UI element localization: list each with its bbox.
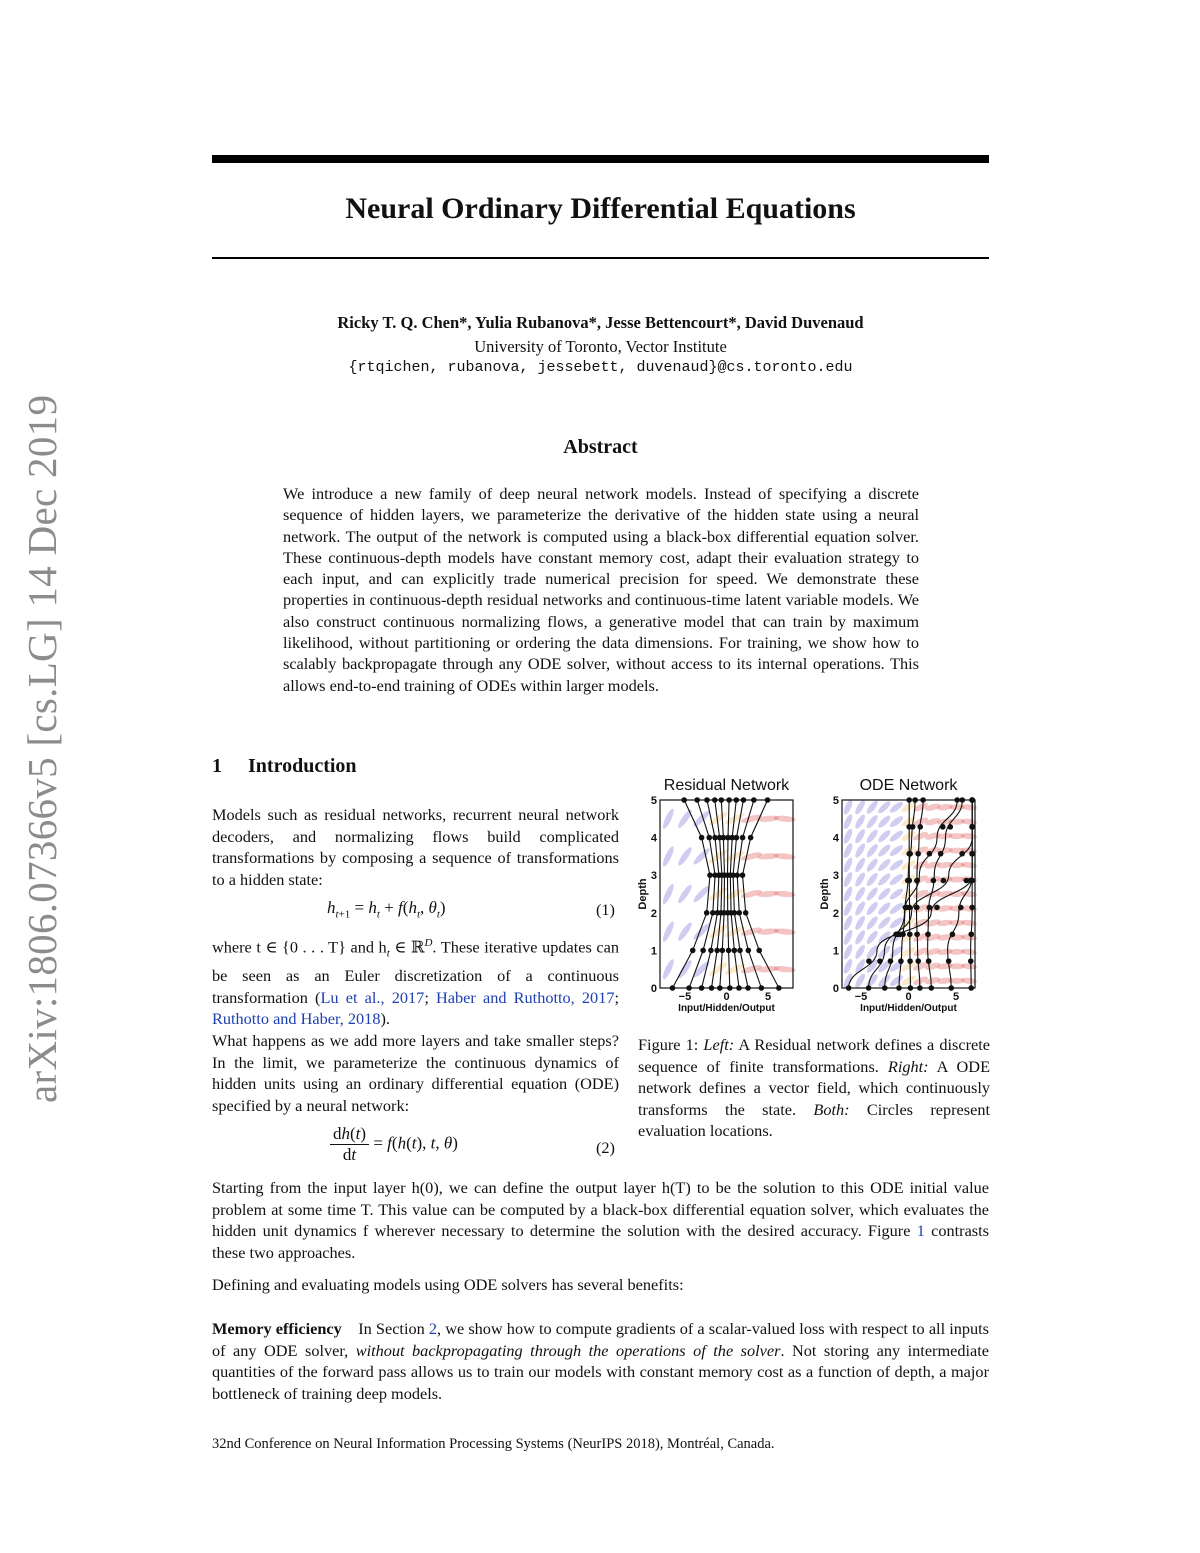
section-ref-2[interactable]: 2 [428,1319,438,1338]
field-arrow [842,900,854,917]
figure-ref-1[interactable]: 1 [916,1221,925,1241]
evaluation-point [940,824,946,830]
paper-title: Neural Ordinary Differential Equations [345,192,856,225]
evaluation-point [915,851,921,857]
evaluation-point [926,958,932,964]
field-arrow [888,829,904,843]
field-arrow [865,900,880,916]
evaluation-point [941,878,947,884]
field-arrow [877,901,893,916]
evaluation-point [737,948,743,954]
y-axis-label: Depth [819,878,831,910]
email: {rtqichen, rubanova, jessebett, duvenaud}@cs.toronto.edu [348,359,853,376]
intro-paragraph-3: What happens as we add more layers and take smaller steps? In the limit, we parameterize the continuous dynamics of hidden units using an ordinary differential equation (ODE) specified by a neural network: [212,1031,619,1115]
evaluation-point [959,851,965,857]
field-arrow [842,857,854,874]
caption-left-label: Left: [703,1035,735,1054]
field-arrow [842,929,854,946]
evaluation-point [931,878,937,884]
field-arrow [853,828,866,845]
evaluation-point [720,948,726,954]
field-arrow [676,808,694,829]
evaluation-point [969,905,975,911]
field-arrow [888,901,904,915]
mem-part-b: , we show how to compute gradients of a scalar-valued loss with respect to all inputs of any ODE solver, [212,1319,990,1360]
section-title: Introduction [248,755,357,777]
field-arrow [661,958,676,980]
field-arrow [842,828,854,845]
field-arrow [865,886,880,902]
intro-p4-part-a: Starting from the input layer h(0), we can define the output layer h(T) to be the solution to this ODE initial value problem at some time T. This value can be computed by a black-box differential equation solver, which evaluates the hidden unit dynamics f wherever necessary to determine the solution with the desired accuracy. Figure [212,1178,989,1241]
field-arrow [661,920,676,942]
field-arrow [865,828,880,844]
evaluation-point [925,931,931,937]
ode-network-plot [819,777,977,1014]
evaluation-point [926,905,932,911]
field-arrow [661,883,676,905]
mem-part-a: In Section [358,1319,429,1338]
evaluation-point [969,851,975,857]
field-arrow [842,799,854,816]
field-arrow [853,886,866,903]
mem-part-c: . Not storing any intermediate quantities of the forward pass allows us to train our models with constant memory cost as a function of depth, a major bottleneck of training deep models. [212,1340,989,1403]
abstract-text: We introduce a new family of deep neural network models. Instead of specifying a discrete sequence of hidden layers, we parameterize the derivative of the hidden state using a neural network. The output of the network is computed using a black-box differential equation solver. These continuous-depth models have constant memory cost, adapt their evaluation strategy to each input, and can explicitly trade numerical precision for speed. We demonstrate these properties in continuous-depth residual networks and continuous-time latent variable models. We also construct continuous normalizing flows, a generative model that can train by maximum likelihood, without partitioning or ordering the data dimensions. For training, we show how to scalably backpropagate through any ODE solver, without access to its internal operations. This allows end-to-end training of ODEs within larger models. [283,484,919,695]
field-arrow [707,960,728,978]
y-tick-label: 5 [832,795,839,807]
evaluation-point [740,872,746,878]
memory-efficiency-heading: Memory efficiency [212,1319,342,1338]
field-arrow [877,857,893,872]
field-arrow [853,799,866,816]
field-arrow [865,915,880,931]
field-arrow [853,929,866,946]
y-tick-label: 5 [650,795,657,807]
x-tick-label: 0 [905,991,912,1003]
field-arrow [676,846,694,867]
evaluation-point [736,910,742,916]
intro-p2-part-a: where t ∈ {0 . . . T} and h [212,937,387,957]
residual-network-plot [637,777,796,1014]
caption-figure-label: Figure 1: [638,1035,704,1054]
equation-2: $\frac{dh(t)}{dt}$ = f(h(t), t, θ) [330,1124,458,1165]
evaluation-point [690,948,696,954]
caption-both-label: Both: [813,1099,850,1119]
evaluation-point [700,948,706,954]
evaluation-point [969,878,975,884]
evaluation-point [898,958,904,964]
evaluation-point [914,905,920,911]
evaluation-point [958,905,964,911]
y-tick-label: 3 [832,870,839,883]
field-arrow [877,828,893,843]
x-axis-label: Input/Hidden/Output [678,1003,775,1014]
evaluation-point [947,824,953,830]
affiliation: University of Toronto, Vector Institute [474,337,727,356]
evaluation-point [915,958,921,964]
field-arrow [842,943,854,960]
field-arrow [853,842,866,859]
equation-1-number: (1) [596,900,615,919]
y-tick-label: 2 [650,907,657,920]
field-arrow [877,915,893,930]
evaluation-point [707,872,713,878]
evaluation-point [895,931,901,937]
field-arrow [865,857,880,873]
y-tick-label: 0 [832,983,839,995]
caption-left-text: A Residual network defines a discrete sequence of finite transformations. [638,1035,991,1076]
evaluation-point [740,835,746,841]
intro-p2-part-b: ∈ ℝ [389,937,425,957]
field-arrow [888,800,904,814]
evaluation-point [968,958,974,964]
field-arrow [676,921,694,942]
field-arrow [877,886,893,901]
field-arrow [707,848,728,866]
evaluation-point [734,835,740,841]
field-arrow [853,943,866,960]
field-arrow [877,843,893,858]
evaluation-point [968,931,974,937]
x-tick-label: −5 [854,991,868,1003]
intro-p2-part-c: . These iterative updates can be seen as an Euler discretization of a continuous transformation ( [212,937,619,1007]
evaluation-point [866,958,872,964]
field-arrow [661,808,676,830]
field-arrow [888,858,904,872]
field-arrow [842,914,854,931]
intro-p4-part-b: contrasts these two approaches. [212,1221,989,1262]
evaluation-point [714,948,720,954]
field-arrow [865,814,880,830]
x-tick-label: 5 [765,991,772,1003]
caption-right-label: Right: [887,1056,929,1076]
field-arrow [842,842,854,859]
y-tick-label: 0 [650,983,657,995]
citation-haber[interactable]: Haber and Ruthotto, 2017 [436,987,615,1007]
field-arrow [877,799,893,814]
evaluation-point [743,910,749,916]
authors: Ricky T. Q. Chen*, Yulia Rubanova*, Jesse Bettencourt*, David Duvenaud [337,313,864,332]
equation-2-number: (2) [596,1138,615,1157]
evaluation-point [748,835,754,841]
citation-lu[interactable]: Lu et al., 2017 [320,987,425,1007]
evaluation-point [914,878,920,884]
y-tick-label: 4 [650,832,657,845]
field-arrow [865,871,880,887]
evaluation-point [927,851,933,857]
evaluation-point [969,824,975,830]
evaluation-point [907,905,913,911]
field-arrow [888,887,904,901]
section-heading-introduction [212,755,357,778]
x-tick-label: −5 [678,991,692,1003]
field-arrow [853,915,866,932]
evaluation-point [907,958,913,964]
evaluation-point [726,948,732,954]
y-tick-label: 1 [832,945,839,958]
evaluation-point [907,931,913,937]
section-number: 1 [212,755,222,777]
caption-right-text: A ODE network defines a vector field, which continuously transforms the state. [638,1056,991,1119]
evaluation-point [731,948,737,954]
conference-footnote: 32nd Conference on Neural Information Processing Systems (NeurIPS 2018), Montréal, Canada. [212,1436,775,1452]
plot-title: Residual Network [663,777,790,794]
field-arrow [888,974,904,988]
evaluation-point [888,958,894,964]
field-arrow [842,813,854,830]
field-arrow [865,842,880,858]
evaluation-point [907,878,913,884]
evaluation-point [938,851,944,857]
field-arrow [877,814,893,829]
title-rule-bottom [212,257,989,259]
y-tick-label: 1 [650,945,657,958]
intro-paragraph-1: Models such as residual networks, recurrent neural network decoders, and normalizing flows build complicated transformations by composing a sequence of transformations to a hidden state: [212,805,619,889]
field-arrow [865,929,880,945]
x-tick-label: 5 [952,991,960,1003]
evaluation-point [917,824,923,830]
evaluation-point [734,872,740,878]
field-arrow [853,958,866,975]
evaluation-point [704,910,710,916]
field-arrow [842,885,854,902]
citation-ruthotto[interactable]: Ruthotto and Haber, 2018 [212,1009,381,1029]
evaluation-point [934,905,940,911]
abstract-heading: Abstract [563,436,638,458]
evaluation-point [946,958,952,964]
field-arrow [692,847,712,867]
field-arrow [888,814,904,828]
field-arrow [842,871,854,888]
evaluation-point [708,948,714,954]
field-arrow [661,845,676,867]
evaluation-point [732,910,738,916]
intro-paragraph-5: Defining and evaluating models using ODE solvers has several benefits: [212,1275,684,1294]
x-axis-label: Input/Hidden/Output [860,1003,957,1014]
field-arrow [842,958,854,975]
arxiv-identifier: arXiv:1806.07366v5 [cs.LG] 14 Dec 2019 [19,394,65,1103]
figure-1 [630,770,995,1020]
evaluation-point [950,931,956,937]
evaluation-point [906,851,912,857]
plot-title: ODE Network [859,777,958,794]
y-axis-label: Depth [637,878,649,910]
title-rule-top [212,155,989,163]
mem-italic: without backpropagating through the operations of the solver [355,1340,781,1360]
caption-both-text: Circles represent evaluation locations. [638,1099,991,1141]
equation-1: $h_{t+1} = h_t + f(h_t$, $\theta_t$) [327,898,446,921]
field-arrow [853,900,866,917]
evaluation-point [914,931,920,937]
evaluation-point [900,931,906,937]
field-arrow [877,872,893,887]
evaluation-point [746,948,752,954]
field-arrow [853,871,866,888]
field-arrow [853,857,866,874]
x-tick-label: 0 [723,991,730,1003]
memory-efficiency-paragraph [212,1318,989,1404]
intro-paragraph-2: where t ∈ {0 . . . T} and $h_t$ ∈ ℝ$^D$. These iterative updates can be seen as an Euler discretization of a continuous transformation (Lu et al., 2017; Haber and Ruthotto, 2017; Ruthotto and Haber, 2018). [212,937,620,1029]
y-tick-label: 3 [650,870,657,883]
intro-paragraph-4 [212,1177,989,1263]
evaluation-point [906,824,912,830]
field-arrow [888,843,904,857]
y-tick-label: 4 [832,832,839,845]
field-arrow [888,872,904,886]
y-tick-label: 2 [832,907,839,920]
figure-1-caption [638,1034,990,1142]
evaluation-point [699,835,705,841]
evaluation-point [756,948,762,954]
evaluation-point [877,958,883,964]
field-arrow [853,813,866,830]
field-arrow [865,799,880,815]
field-arrow [676,883,694,904]
evaluation-point [706,835,712,841]
